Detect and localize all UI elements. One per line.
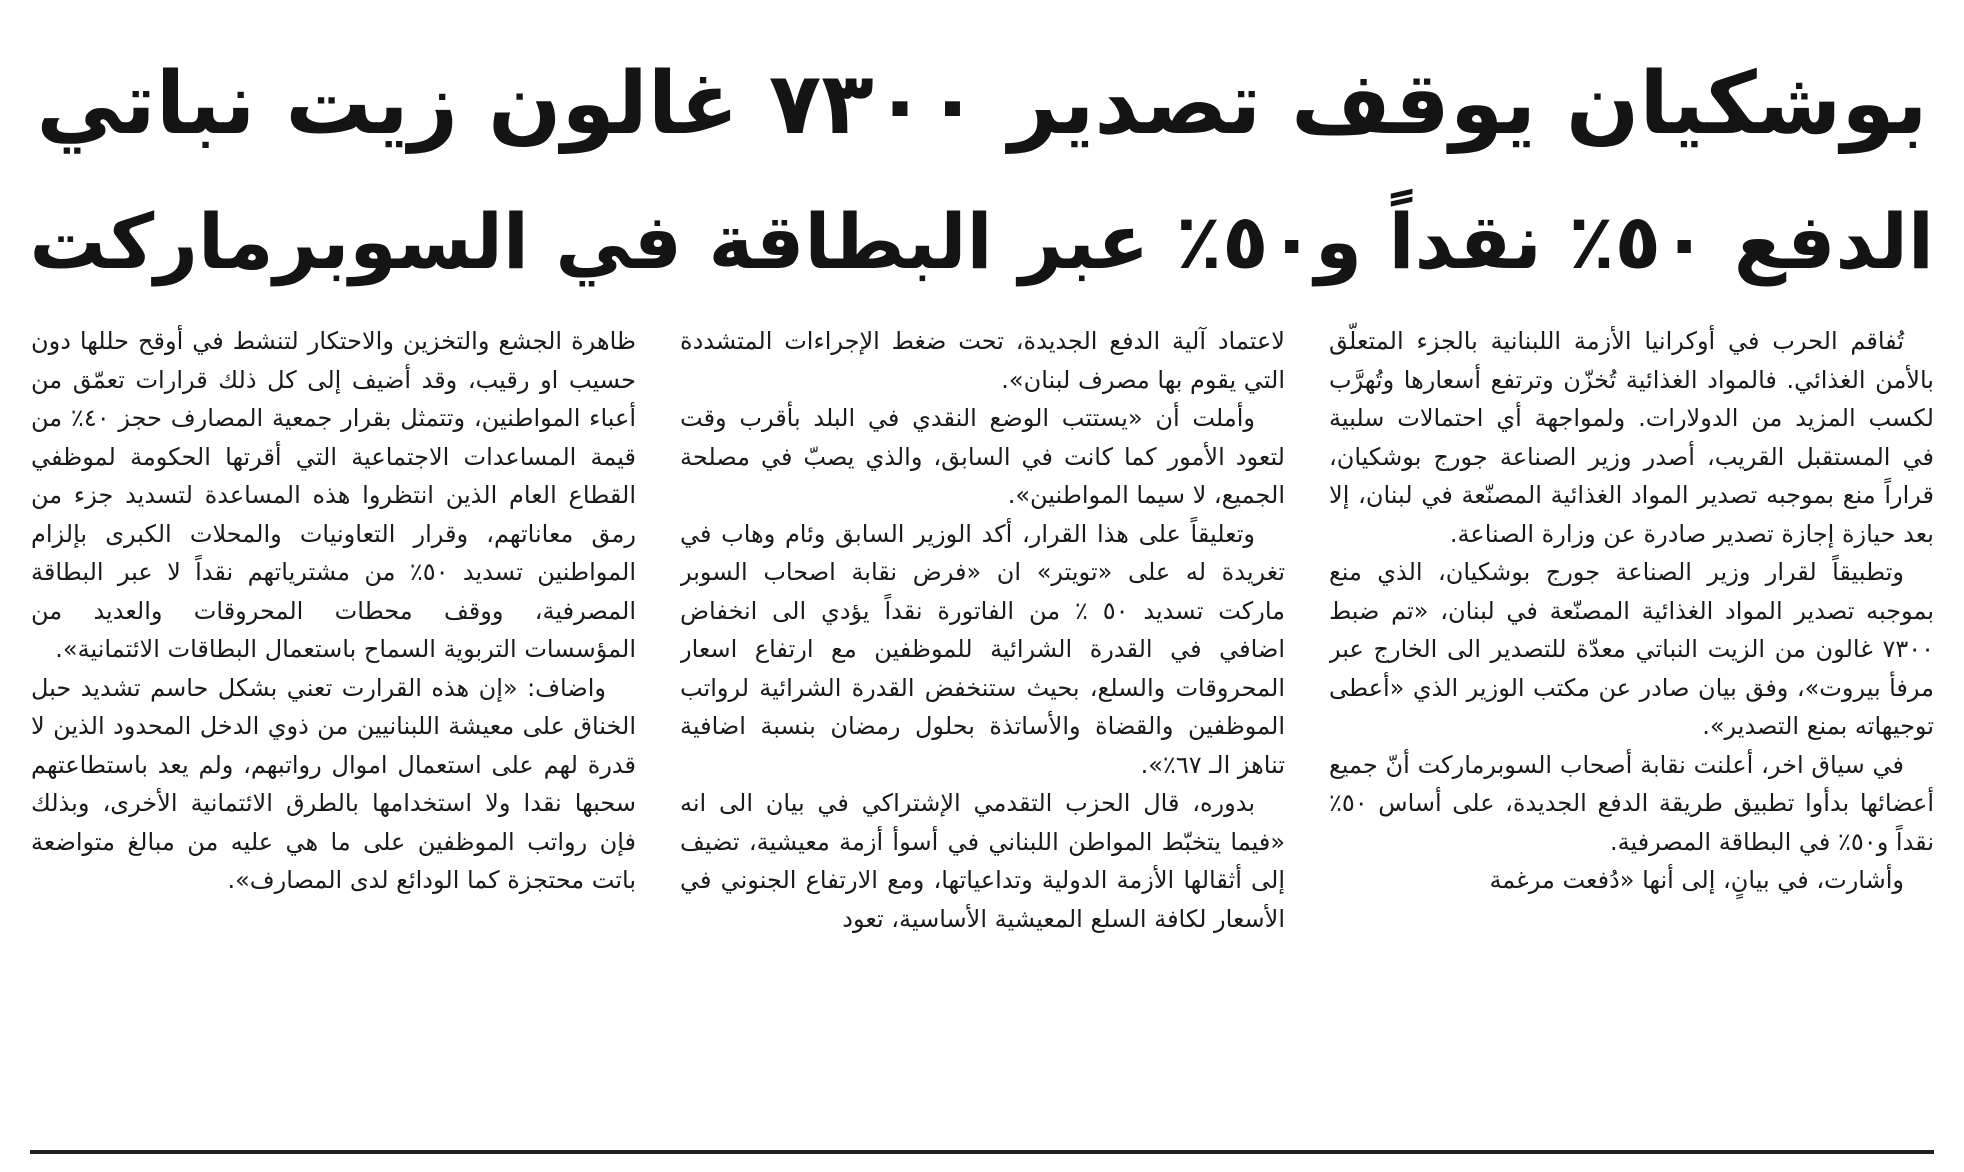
paragraph: واضاف: «إن هذه القرارت تعني بشكل حاسم تشديد حبل الخناق على معيشة اللبنانيين من ذوي الدخل المحدود الذين لا قدرة لهم على استعمال اموال رواتبهم، ولم يعد باستطاعتهم سحبها نقدا ولا استخدامها بالطرق الائتمانية الأخرى، وبذلك فإن رواتب الموظفين على ما هي عليه من مبالغ متواضعة باتت محتجزة كما الودائع لدى المصارف». <box>31 673 636 894</box>
paragraph: تُفاقم الحرب في أوكرانيا الأزمة اللبنانية بالجزء المتعلّق بالأمن الغذائي. فالمواد الغذائية تُخزّن وترتفع أسعارها وتُهرَّب لكسب المزيد من الدولارات. ولمواجهة أي احتمالات سلبية في المستقبل القريب، أصدر وزير الصناعة جورج بوشكيان، قراراً منع بموجبه تصدير المواد الغذائية المصنّعة في لبنان، إلا بعد حيازة إجازة تصدير صادرة عن وزارة الصناعة. <box>1329 327 1934 548</box>
headline-line-1: بوشكيان يوقف تصدير ٧٣٠٠ غالون زيت نباتي <box>36 54 1928 154</box>
article-column-middle <box>680 322 1285 1142</box>
paragraph: وأشارت، في بيانٍ، إلى أنها «دُفعت مرغمة <box>1489 866 1904 894</box>
paragraph: لاعتماد آلية الدفع الجديدة، تحت ضغط الإجراءات المتشددة التي يقوم بها مصرف لبنان». <box>680 327 1285 394</box>
paragraph: في سياق اخر، أعلنت نقابة أصحاب السوبرماركت أنّ جميع أعضائها بدأوا تطبيق طريقة الدفع الجديدة، على أساس ٥٠٪ نقداً و٥٠٪ في البطاقة المصرفية. <box>1329 750 1934 856</box>
paragraph: وأملت أن «يستتب الوضع النقدي في البلد بأقرب وقت لتعود الأمور كما كانت في السابق، والذي يصبّ في مصلحة الجميع، لا سيما المواطنين». <box>680 404 1285 509</box>
article-column-right <box>1329 322 1934 1142</box>
article-column-left <box>31 322 636 1142</box>
paragraph: بدوره، قال الحزب التقدمي الإشتراكي في بيان الى انه «فيما يتخبّط المواطن اللبناني في أسوأ أزمة معيشية، تضيف إلى أثقالها الأزمة الدولية وتداعياتها، ومع الارتفاع الجنوني في الأسعار لكافة السلع المعيشية الأساسية، تعود <box>680 789 1285 933</box>
bottom-rule <box>30 1150 1934 1154</box>
paragraph: وتعليقاً على هذا القرار، أكد الوزير السابق وئام وهاب في تغريدة له على «تويتر» ان «فرض نقابة اصحاب السوبر ماركت تسديد ٥٠ ٪ من الفاتورة نقداً يؤدي الى انخفاض اضافي في القدرة الشرائية للموظفين مع ارتفاع اسعار المحروقات والسلع، بحيث ستنخفض القدرة الشرائية لرواتب الموظفين والقضاة والأساتذة بحلول رمضان بنسبة اضافية تناهز الـ ٦٧٪». <box>680 519 1285 779</box>
paragraph: وتطبيقاً لقرار وزير الصناعة جورج بوشكيان، الذي منع بموجبه تصدير المواد الغذائية المصنّعة في لبنان، «تم ضبط ٧٣٠٠ غالون من الزيت النباتي معدّة للتصدير الى الخارج عبر مرفأ بيروت»، وفق بيان صادر عن مكتب الوزير الذي «أعطى توجيهاته بمنع التصدير». <box>1329 558 1934 740</box>
headline-line-2: الدفع ٥٠٪ نقداً و٥٠٪ عبر البطاقة في السوبرماركت <box>30 197 1934 286</box>
paragraph: ظاهرة الجشع والتخزين والاحتكار لتنشط في أوقح حللها دون حسيب او رقيب، وقد أضيف إلى كل ذلك قرارات تعمّق من أعباء المواطنين، وتتمثل بقرار جمعية المصارف حجز ٤٠٪ من قيمة المساعدات الاجتماعية التي أقرتها الحكومة لموظفي القطاع العام الذين انتظروا هذه المساعدة لتسديد جزء من رمق معاناتهم، وقرار التعاونيات والمحلات الكبرى بإلزام المواطنين تسديد ٥٠٪ من مشترياتهم نقداً لا عبر البطاقة المصرفية، ووقف محطات المحروقات والعديد من المؤسسات التربوية السماح باستعمال البطاقات الائتمانية». <box>31 327 636 663</box>
article-columns <box>30 322 1934 1142</box>
